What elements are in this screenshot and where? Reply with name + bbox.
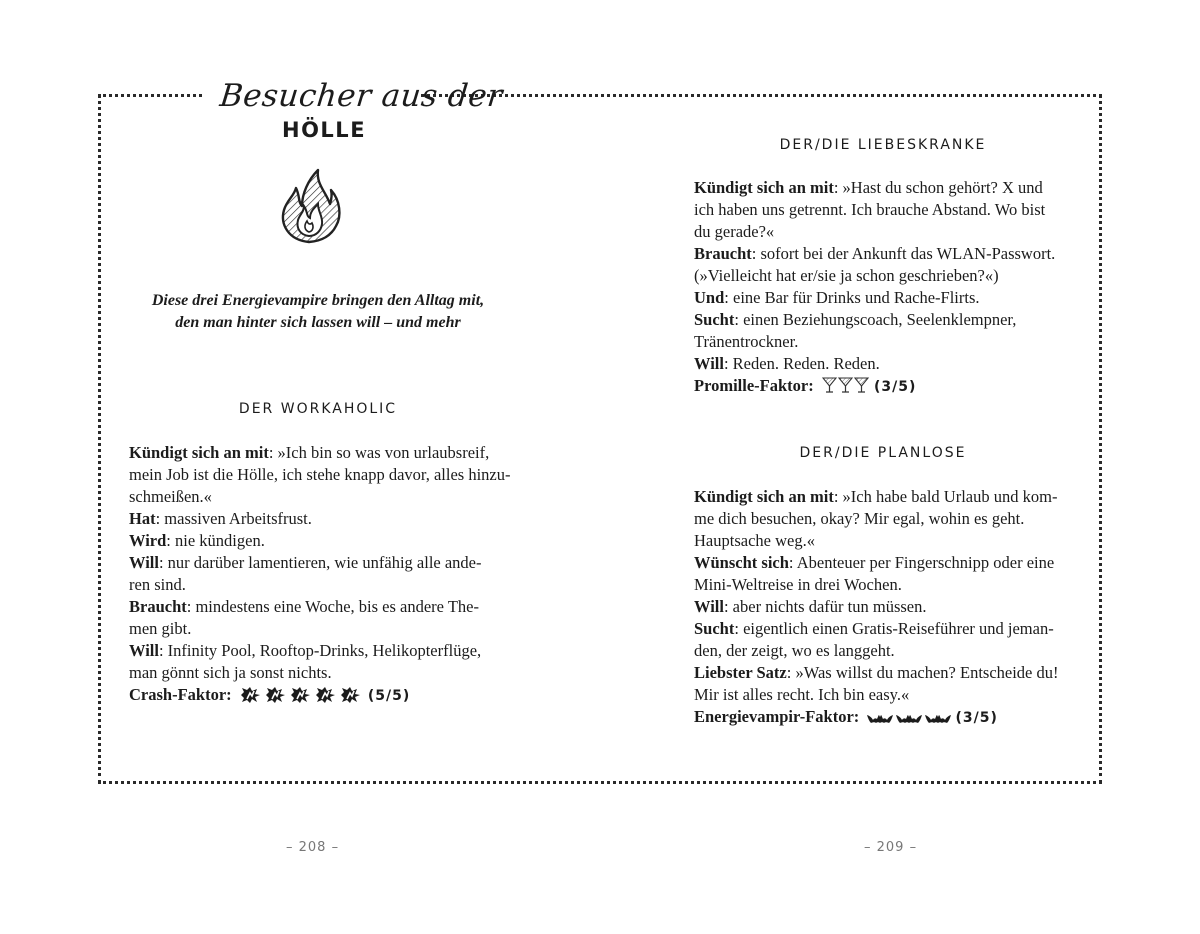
heading-planlose: DER/DIE PLANLOSE xyxy=(799,445,967,461)
planlose-block xyxy=(694,486,1059,731)
text-line: Kündigt sich an mit: »Ich habe bald Urlaub und kom- xyxy=(694,487,1058,506)
text-line: Mir ist alles recht. Ich bin easy.« xyxy=(694,685,910,704)
factor-line xyxy=(129,684,511,709)
text-line: den, der zeigt, wo es langgeht. xyxy=(694,641,895,660)
text-line: Liebster Satz: »Was willst du machen? Entscheide du! xyxy=(694,663,1059,682)
text-line: Hat: massiven Arbeitsfrust. xyxy=(129,509,312,528)
text-line: Will: nur darüber lamentieren, wie unfähig alle ande- xyxy=(129,553,482,572)
text-line: Sucht: einen Beziehungscoach, Seelenklempner, xyxy=(694,310,1017,329)
factor-label: Energievampir-Faktor: xyxy=(694,707,860,726)
text-line: Mini-Weltreise in drei Wochen. xyxy=(694,575,902,594)
text-line: Braucht: mindestens eine Woche, bis es andere The- xyxy=(129,597,479,616)
text-line: Sucht: eigentlich einen Gratis-Reiseführer und jeman- xyxy=(694,619,1054,638)
cocktail-glass-icons xyxy=(822,376,870,400)
text-line: Tränentrockner. xyxy=(694,332,799,351)
bat-icons xyxy=(867,709,951,731)
workaholic-block xyxy=(129,442,511,709)
flame-icon xyxy=(276,166,342,244)
text-line: ich haben uns getrennt. Ich brauche Abstand. Wo bist xyxy=(694,200,1046,219)
liebeskranke-block xyxy=(694,177,1055,400)
crash-burst-icons xyxy=(240,687,364,709)
text-line: Will: Infinity Pool, Rooftop-Drinks, Helikopterflüge, xyxy=(129,641,482,660)
text-line: du gerade?« xyxy=(694,222,775,241)
factor-score: (5/5) xyxy=(367,688,411,704)
text-line: Kündigt sich an mit: »Hast du schon gehört? X und xyxy=(694,178,1043,197)
page-number-left: – 208 – xyxy=(286,840,340,855)
intro-line: Diese drei Energievampire bringen den Alltag mit, xyxy=(151,292,485,309)
text-line: ren sind. xyxy=(129,575,186,594)
page-number-right: – 209 – xyxy=(864,840,918,855)
text-line: men gibt. xyxy=(129,619,192,638)
text-line: (»Vielleicht hat er/sie ja schon geschrieben?«) xyxy=(694,266,999,285)
text-line: Kündigt sich an mit: »Ich bin so was von urlaubsreif, xyxy=(129,443,490,462)
text-line: mein Job ist die Hölle, ich stehe knapp davor, alles hinzu- xyxy=(129,465,511,484)
factor-score: (3/5) xyxy=(955,710,998,726)
text-line: Wird: nie kündigen. xyxy=(129,531,265,550)
heading-workaholic: DER WORKAHOLIC xyxy=(238,401,398,417)
factor-score: (3/5) xyxy=(874,379,917,395)
factor-line xyxy=(694,375,1055,400)
heading-liebeskranke: DER/DIE LIEBESKRANKE xyxy=(779,137,987,153)
factor-label: Crash-Faktor: xyxy=(129,685,232,704)
text-line: Braucht: sofort bei der Ankunft das WLAN-Passwort. xyxy=(694,244,1056,263)
text-line: Will: Reden. Reden. Reden. xyxy=(694,354,880,373)
text-line: me dich besuchen, okay? Mir egal, wohin es geht. xyxy=(694,509,1025,528)
text-line: Wünscht sich: Abenteuer per Fingerschnipp oder eine xyxy=(694,553,1055,572)
text-line: schmeißen.« xyxy=(129,487,212,506)
text-line: Hauptsache weg.« xyxy=(694,531,815,550)
title-caps: HÖLLE xyxy=(282,118,367,142)
text-line: man gönnt sich ja sonst nichts. xyxy=(129,663,332,682)
intro-text xyxy=(128,290,508,334)
title-script: Besucher aus der xyxy=(218,78,505,114)
intro-line: den man hinter sich lassen will – und mehr xyxy=(175,314,461,331)
text-line: Will: aber nichts dafür tun müssen. xyxy=(694,597,927,616)
text-line: Und: eine Bar für Drinks und Rache-Flirts. xyxy=(694,288,980,307)
factor-label: Promille-Faktor: xyxy=(694,376,814,395)
factor-line xyxy=(694,706,1059,731)
